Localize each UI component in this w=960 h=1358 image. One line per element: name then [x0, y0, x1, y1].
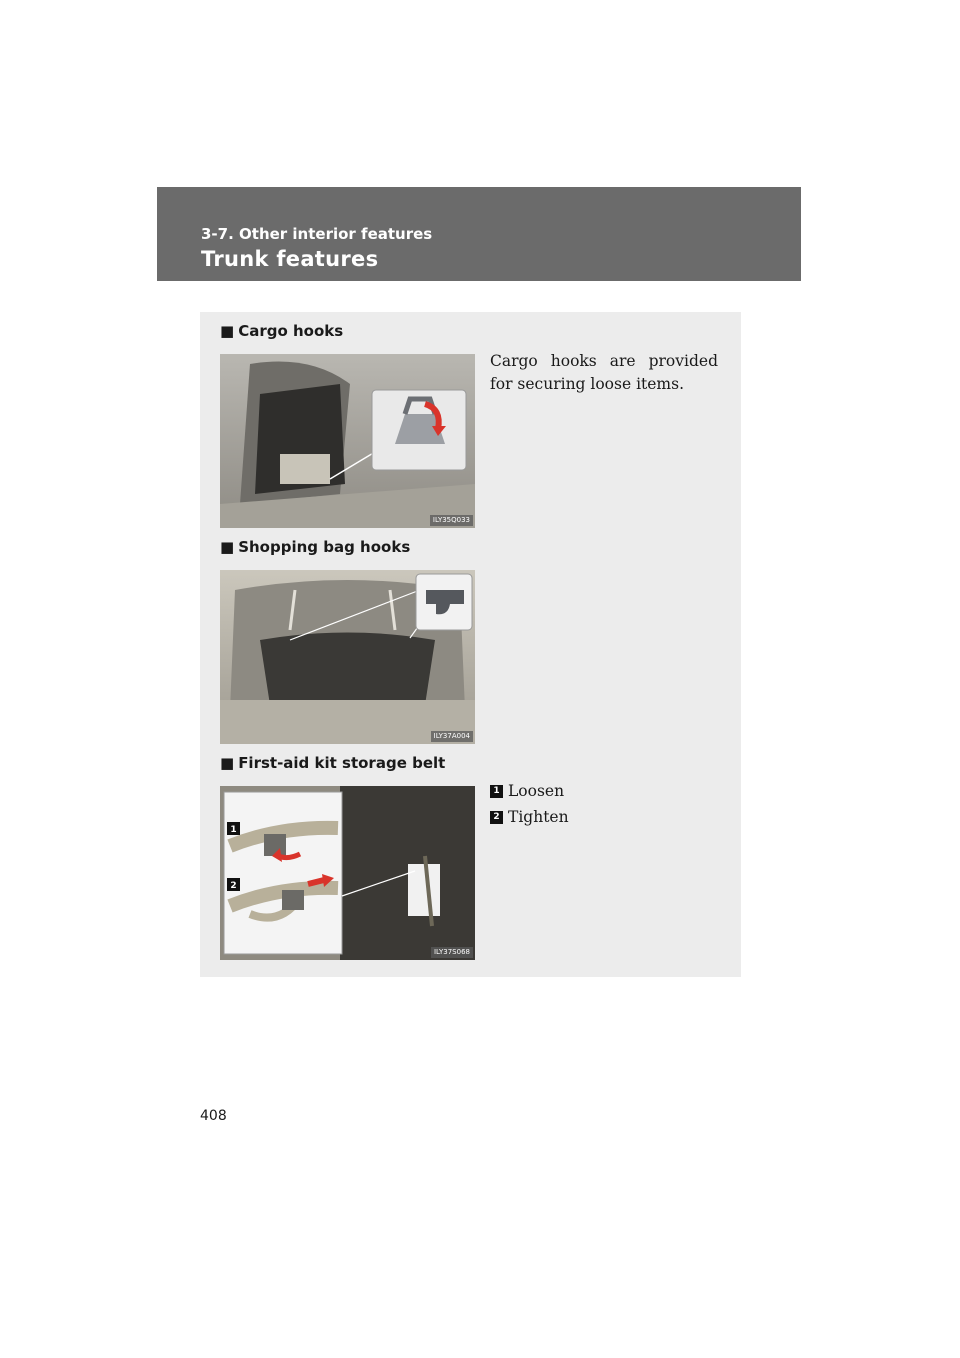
heading-text: First-aid kit storage belt: [238, 754, 446, 772]
image-code: ILY37S068: [431, 947, 473, 958]
image-code: ILY37A004: [431, 731, 473, 742]
step-number: 2: [490, 811, 503, 824]
heading-text: Shopping bag hooks: [238, 538, 411, 556]
cargo-hooks-photo: [220, 354, 475, 528]
heading-shopping-bag-hooks: [220, 538, 410, 556]
content-panel: [200, 312, 741, 977]
step-label: Tighten: [508, 808, 569, 826]
section-label: 3-7. Other interior features: [201, 225, 433, 243]
heading-cargo-hooks: [220, 322, 343, 340]
bullet-square-icon: ■: [220, 538, 235, 556]
bullet-square-icon: ■: [220, 322, 235, 340]
first-aid-kit-belt-photo: [220, 786, 475, 960]
step-number: 1: [490, 785, 503, 798]
section-header: [157, 187, 801, 281]
step-label: Loosen: [508, 782, 565, 800]
shopping-bag-hooks-photo: [220, 570, 475, 744]
cargo-hooks-description: Cargo hooks are provided for securing loose items.: [490, 352, 718, 393]
page-title: Trunk features: [201, 247, 379, 271]
bullet-square-icon: ■: [220, 754, 235, 772]
image-code: ILY35Q033: [430, 515, 473, 526]
step-tighten: [490, 808, 569, 826]
belt-step-2-marker: 2: [230, 881, 237, 891]
page-number: 408: [200, 1108, 227, 1124]
belt-step-1-marker: 1: [230, 825, 237, 835]
step-loosen: [490, 782, 564, 800]
heading-text: Cargo hooks: [238, 322, 344, 340]
heading-first-aid-kit-belt: [220, 754, 445, 772]
